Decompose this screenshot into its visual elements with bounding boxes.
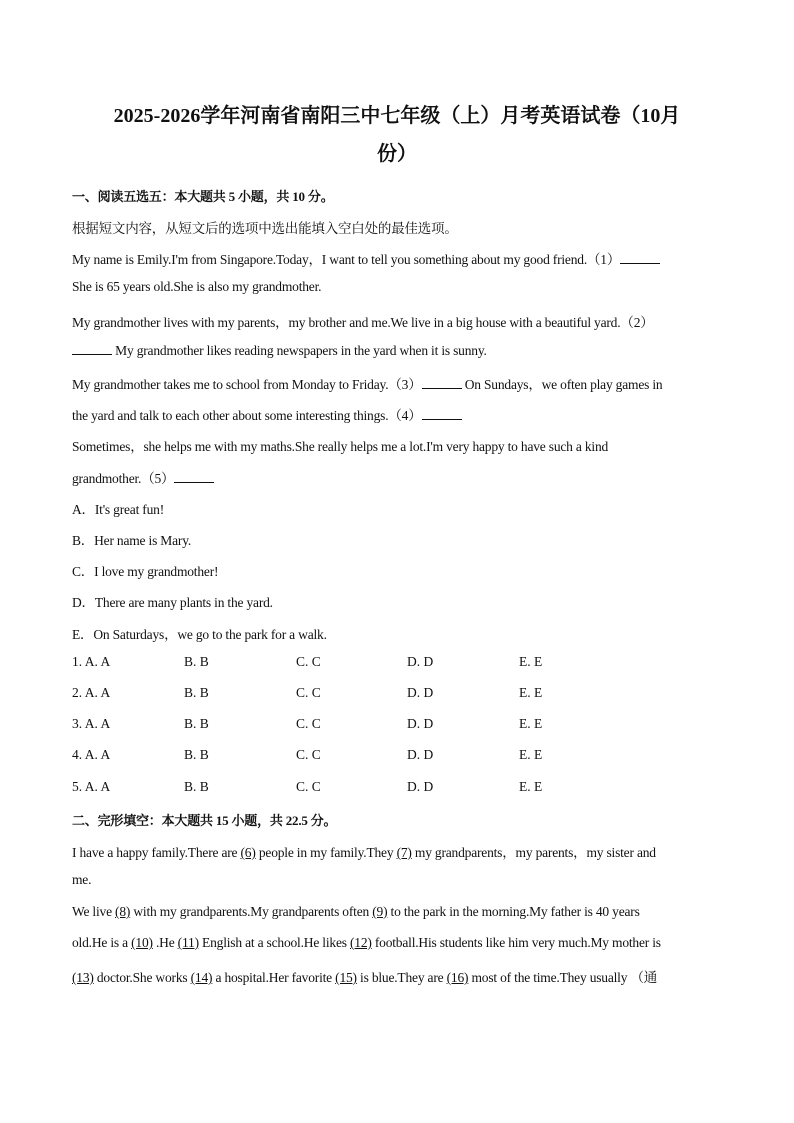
cloze-blank-12: (12) bbox=[349, 935, 372, 950]
option-b[interactable]: B. B bbox=[184, 716, 209, 731]
option-c[interactable]: C. C bbox=[296, 685, 321, 700]
cloze-text: is blue.They are bbox=[356, 970, 447, 985]
passage-text: grandmother.（5） bbox=[72, 471, 175, 486]
section2-heading: 二、完形填空：本大题共 15 小题，共 22.5 分。 bbox=[72, 813, 337, 828]
passage-line: Sometimes，she helps me with my maths.She really helps me a lot.I'm very happy to have such a kind bbox=[72, 439, 609, 454]
cloze-blank-16: (16) bbox=[446, 970, 469, 985]
answer-blank bbox=[72, 342, 112, 355]
passage-text: My name is Emily.I'm from Singapore.Today，I want to tell you something about my good friend.（1） bbox=[72, 252, 621, 267]
exam-title-line1: 2025-2026学年河南省南阳三中七年级（上）月考英语试卷（10月 bbox=[113, 105, 681, 127]
option-a[interactable]: 2. A. A bbox=[72, 685, 111, 700]
cloze-blank-6: (6) bbox=[240, 845, 256, 860]
option-b[interactable]: B. B bbox=[184, 779, 209, 794]
option-c[interactable]: C. C bbox=[296, 779, 321, 794]
option-a[interactable]: 4. A. A bbox=[72, 747, 111, 762]
choice-item: A．It's great fun! bbox=[72, 502, 165, 517]
cloze-text: a hospital.Her favorite bbox=[212, 970, 336, 985]
answer-blank bbox=[620, 251, 660, 264]
choice-item: B．Her name is Mary. bbox=[72, 533, 192, 548]
cloze-blank-10: (10) bbox=[131, 935, 153, 950]
cloze-text: doctor.She works bbox=[93, 970, 191, 985]
cloze-line bbox=[72, 935, 712, 951]
passage-text: My grandmother likes reading newspapers in the yard when it is sunny. bbox=[112, 343, 487, 358]
passage-line bbox=[72, 373, 712, 393]
option-b[interactable]: B. B bbox=[184, 685, 209, 700]
option-d[interactable]: D. D bbox=[407, 654, 434, 669]
option-b[interactable]: B. B bbox=[184, 654, 209, 669]
option-c[interactable]: C. C bbox=[296, 654, 321, 669]
passage-line bbox=[72, 248, 712, 268]
cloze-blank-15: (15) bbox=[335, 970, 357, 985]
option-e[interactable]: E. E bbox=[519, 779, 543, 794]
cloze-blank-7: (7) bbox=[396, 845, 412, 860]
cloze-text: people in my family.They bbox=[255, 845, 397, 860]
option-d[interactable]: D. D bbox=[407, 716, 434, 731]
exam-title bbox=[80, 97, 714, 173]
option-e[interactable]: E. E bbox=[519, 716, 543, 731]
passage-line bbox=[72, 404, 712, 424]
passage-line bbox=[72, 467, 712, 487]
cloze-blank-8: (8) bbox=[115, 904, 131, 919]
cloze-line bbox=[72, 904, 712, 920]
cloze-blank-9: (9) bbox=[372, 904, 388, 919]
section1-heading: 一、阅读五选五：本大题共 5 小题，共 10 分。 bbox=[72, 189, 334, 204]
cloze-text: English at a school.He likes bbox=[198, 935, 350, 950]
cloze-blank-11: (11) bbox=[177, 935, 199, 950]
passage-text: My grandmother takes me to school from Monday to Friday.（3） bbox=[72, 377, 422, 392]
section1-instruction: 根据短文内容，从短文后的选项中选出能填入空白处的最佳选项。 bbox=[72, 221, 458, 236]
cloze-text: old.He is a bbox=[72, 935, 132, 950]
answer-blank bbox=[422, 376, 462, 389]
option-b[interactable]: B. B bbox=[184, 747, 209, 762]
exam-title-line2: 份） bbox=[377, 143, 417, 165]
passage-line: She is 65 years old.She is also my grandmother. bbox=[72, 279, 322, 294]
option-a[interactable]: 5. A. A bbox=[72, 779, 111, 794]
cloze-text: my grandparents，my parents，my sister and bbox=[411, 845, 656, 860]
passage-text: the yard and talk to each other about some interesting things.（4） bbox=[72, 408, 422, 423]
cloze-line bbox=[72, 841, 712, 861]
cloze-text: We live bbox=[72, 904, 116, 919]
cloze-line bbox=[72, 966, 712, 986]
option-c[interactable]: C. C bbox=[296, 716, 321, 731]
choice-item: D．There are many plants in the yard. bbox=[72, 595, 273, 610]
cloze-blank-14: (14) bbox=[190, 970, 213, 985]
choice-item: E．On Saturdays，we go to the park for a walk. bbox=[72, 627, 327, 642]
option-e[interactable]: E. E bbox=[519, 654, 543, 669]
answer-blank bbox=[174, 470, 214, 483]
option-a[interactable]: 1. A. A bbox=[72, 654, 111, 669]
cloze-text: football.His students like him very much.My mother is bbox=[371, 935, 661, 950]
cloze-text: .He bbox=[152, 935, 178, 950]
option-a[interactable]: 3. A. A bbox=[72, 716, 111, 731]
option-e[interactable]: E. E bbox=[519, 685, 543, 700]
passage-line bbox=[72, 342, 712, 359]
cloze-text: to the park in the morning.My father is 40 years bbox=[387, 904, 640, 919]
option-d[interactable]: D. D bbox=[407, 747, 434, 762]
cloze-line: me. bbox=[72, 872, 92, 887]
option-d[interactable]: D. D bbox=[407, 779, 434, 794]
passage-line: My grandmother lives with my parents，my brother and me.We live in a big house with a beautiful yard.（2） bbox=[72, 315, 654, 330]
option-e[interactable]: E. E bbox=[519, 747, 543, 762]
option-d[interactable]: D. D bbox=[407, 685, 434, 700]
cloze-blank-13: (13) bbox=[72, 970, 94, 985]
passage-text: On Sundays，we often play games in bbox=[461, 377, 663, 392]
choice-item: C．I love my grandmother! bbox=[72, 564, 219, 579]
cloze-text: most of the time.They usually （通 bbox=[468, 970, 658, 985]
cloze-text: with my grandparents.My grandparents often bbox=[130, 904, 373, 919]
answer-blank bbox=[422, 407, 462, 420]
option-c[interactable]: C. C bbox=[296, 747, 321, 762]
cloze-text: I have a happy family.There are bbox=[72, 845, 241, 860]
